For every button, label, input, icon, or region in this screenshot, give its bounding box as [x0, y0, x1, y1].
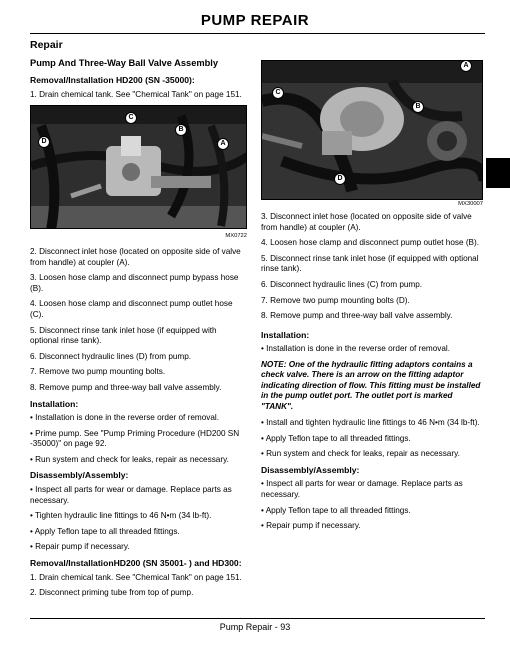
step-7: 7. Remove two pump mounting bolts. [30, 367, 166, 377]
callout-c: C [272, 87, 284, 99]
step-6: 6. Disconnect hydraulic lines (D) from pump. [30, 351, 192, 361]
install-bullet: • Install and tighten hydraulic line fittings to 46 N•m (34 lb-ft). [261, 417, 480, 427]
section-title: Repair [30, 39, 63, 51]
callout-a: A [460, 60, 472, 72]
installation-bullet: • Run system and check for leaks, repair as necessary. [30, 454, 229, 464]
disassembly-bullet: • Apply Teflon tape to all threaded fittings. [30, 526, 180, 536]
pump-photo-right-image [262, 61, 483, 200]
sub-title: Pump And Three-Way Ball Valve Assembly [30, 57, 219, 68]
disassembly-bullet: • Apply Teflon tape to all threaded fittings. [261, 505, 411, 515]
installation-bullet: • Prime pump. See "Pump Priming Procedure (HD200 SN -35000)" on page 92. [30, 428, 240, 449]
callout-c: C [125, 112, 137, 124]
page-title: PUMP REPAIR [200, 12, 310, 29]
installation-heading: Installation: [30, 398, 79, 409]
installation-bullet: • Installation is done in the reverse order of removal. [30, 413, 220, 423]
step-3: 3. Disconnect inlet hose (located on opposite side of valve from handle) at coupler (A). [261, 212, 472, 232]
install-bullet: • Run system and check for leaks, repair as necessary. [261, 449, 460, 459]
step-4: 4. Loosen hose clamp and disconnect pump outlet hose (B). [261, 238, 480, 248]
disassembly-bullet: • Inspect all parts for wear or damage. Replace parts as necessary. [261, 479, 463, 499]
step-2: 2. Disconnect inlet hose (located on opposite side of valve from handle) at coupler (A). [30, 246, 241, 267]
right-column [261, 212, 483, 537]
note-check-valve: NOTE: One of the hydraulic fitting adaptors contains a check valve. There is an arrow on the fitting adaptor indicating direction of flow. This fitting must be installed in the pump outlet port. The outlet port is marked "TANK". [261, 359, 481, 411]
step-6: 6. Disconnect hydraulic lines (C) from pump. [261, 279, 423, 289]
photo-caption-left: MX0722 [225, 233, 247, 240]
step-8: 8. Remove pump and three-way ball valve assembly. [261, 311, 453, 321]
page-footer: Pump Repair - 93 [219, 622, 291, 632]
disassembly-bullet: • Repair pump if necessary. [30, 542, 130, 552]
step-5: 5. Disconnect rinse tank inlet hose (if equipped with optional rinse tank). [261, 253, 479, 274]
callout-b: B [412, 101, 424, 113]
photo-caption-right: MX30007 [458, 201, 483, 207]
step-1: 1. Drain chemical tank. See "Chemical Tank" on page 151. [30, 89, 242, 99]
callout-d: D [38, 136, 50, 148]
step-8: 8. Remove pump and three-way ball valve assembly. [30, 382, 222, 392]
installation-bullet: • Installation is done in the reverse order of removal. [261, 344, 451, 354]
step-5: 5. Disconnect rinse tank inlet hose (if equipped with optional rinse tank). [30, 325, 217, 346]
footer-rule [30, 618, 485, 619]
removal-heading: Removal/Installation HD200 (SN -35000): [30, 75, 195, 86]
title-rule [30, 33, 485, 34]
section-thumb-tab [486, 158, 510, 188]
disassembly-bullet: • Inspect all parts for wear or damage. Replace parts as necessary. [30, 485, 232, 505]
callout-a: A [217, 138, 229, 150]
pump-photo-right [261, 60, 483, 200]
removal2-heading: Removal/InstallationHD200 (SN 35001- ) and HD300: [30, 558, 242, 569]
removal2-step: 2. Disconnect priming tube from top of pump. [30, 588, 194, 598]
pump-photo-left-image [31, 106, 247, 229]
install-bullet: • Apply Teflon tape to all threaded fittings. [261, 433, 411, 443]
step-4: 4. Loosen hose clamp and disconnect pump outlet hose (C). [30, 299, 233, 319]
callout-b: B [175, 124, 187, 136]
step-3: 3. Loosen hose clamp and disconnect pump bypass hose (B). [30, 273, 239, 293]
step-7: 7. Remove two pump mounting bolts (D). [261, 295, 410, 305]
disassembly-heading: Disassembly/Assembly: [30, 470, 129, 481]
installation-heading: Installation: [261, 329, 310, 340]
removal2-step: 1. Drain chemical tank. See "Chemical Tank" on page 151. [30, 572, 242, 582]
pump-photo-left [30, 105, 247, 229]
disassembly-heading: Disassembly/Assembly: [261, 464, 360, 475]
disassembly-bullet: • Repair pump if necessary. [261, 521, 361, 531]
disassembly-bullet: • Tighten hydraulic line fittings to 46 N•m (34 lb-ft). [30, 511, 212, 521]
left-column [30, 40, 247, 604]
callout-d: D [334, 173, 346, 185]
